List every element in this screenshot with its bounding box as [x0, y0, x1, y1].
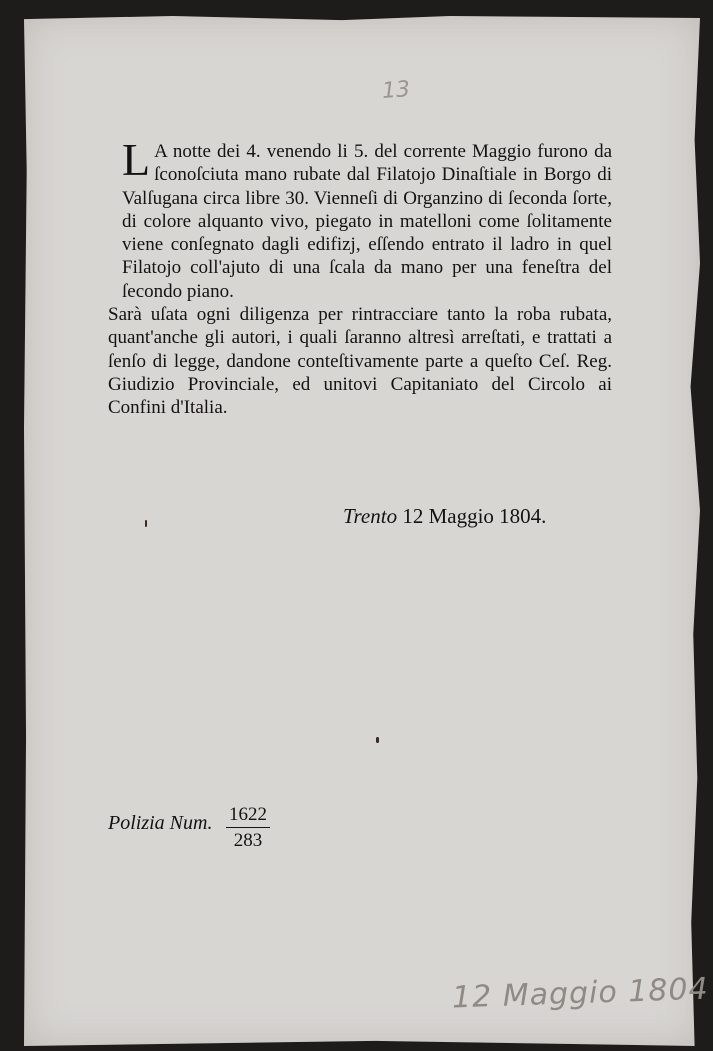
paragraph-1 [122, 134, 612, 303]
pencil-page-number: 13 [381, 77, 411, 104]
date: 12 Maggio 1804. [402, 504, 547, 528]
polizia-numerator: 1622 [226, 804, 270, 828]
notice-body [108, 134, 612, 420]
polizia-denominator: 283 [233, 830, 263, 851]
ink-speck [145, 520, 147, 527]
place: Trento [343, 504, 398, 528]
paragraph-2: Sarà uſata ogni diligenza per rintracciare tanto la roba rubata, quant'anche gli autori, i quali ſaranno altresì arreſtati, e trattati a ſenſo di legge, dandone conteſtivamente parte a queſto Ceſ. Reg. Giudizio Provinciale, ed unitovi Capitaniato del Circolo ai Confini d'Italia. [108, 304, 612, 419]
pencil-date-note: 12 Maggio 1804 [451, 971, 710, 1016]
ink-speck [376, 737, 379, 743]
paragraph-1-text: A notte dei 4. venendo li 5. del corrente Maggio furono da ſconoſciuta mano rubate dal Filatojo Dinaſtiale in Borgo di Valſugana circa libre 30. Vienneſi di Organzino di ſeconda ſorte, di colore alquanto vivo, piegato in matelloni come ſolitamente viene conſegnato dagli edifizj, eſſendo entrato il ladro in quel Filatojo coll'ajuto di una ſcala da mano per una feneſtra del ſecondo piano. [122, 141, 612, 302]
place-date [343, 504, 546, 529]
polizia-number [226, 804, 270, 852]
polizia-label: Polizia Num. [108, 812, 213, 834]
drop-cap: L [122, 134, 151, 185]
